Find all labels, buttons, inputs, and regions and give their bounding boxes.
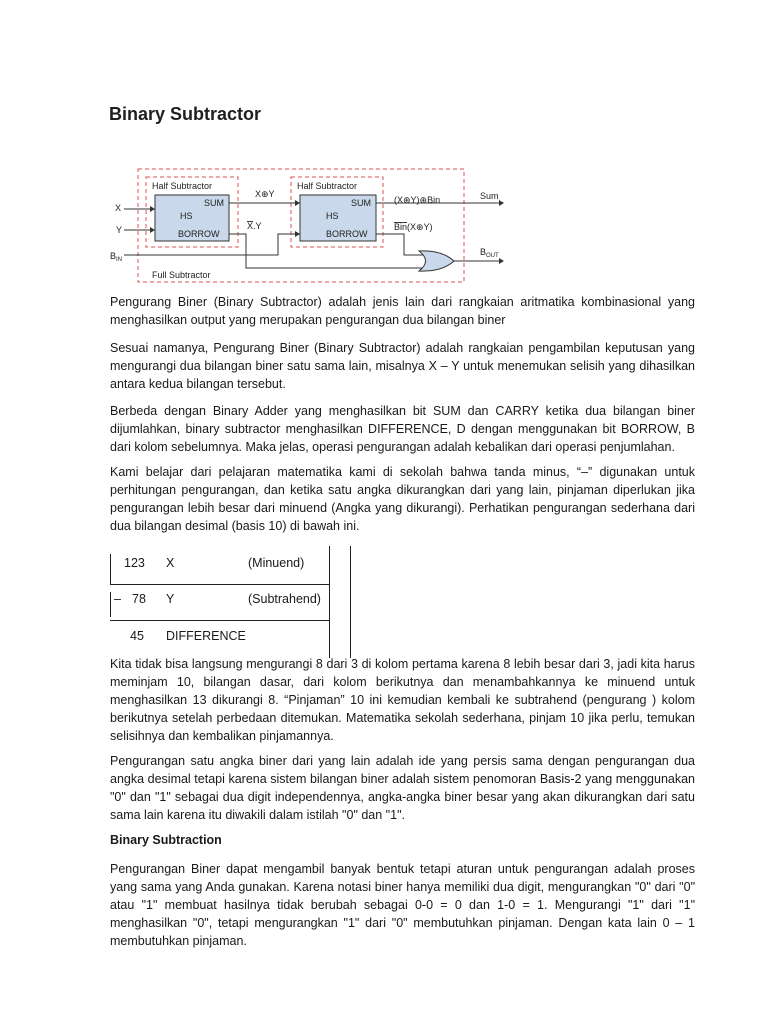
paragraph-7: Pengurangan Biner dapat mengambil banyak bentuk tetapi aturan untuk pengurangan adalah proses yang sama yang Anda gunakan. Karena notasi biner hanya memiliki dua digit, mengurangkan "0" dari "0" atau "1" membuat hasilnya tidak berubah sebagai 0-0 = 0 dan 1-0 = 1. Mengurangi "1" dari "1" menghasilkan "0", tetapi mengurangkan "1" dari "0" membutuhkan pinjaman. Dengan kata lain 0 – 1 membutuhkan pinjaman. xyxy=(110,862,695,948)
signal-bin-bar-label: Bin(X⊕Y) xyxy=(394,222,433,232)
table-border xyxy=(110,554,111,584)
row1-symbol: X xyxy=(166,556,175,570)
paragraph-3: Berbeda dengan Binary Adder yang menghasilkan bit SUM dan CARRY ketika dua bilangan biner dijumlahkan, binary subtractor menghasilkan DIFFERENCE, D dengan menggunakan bit BORROW, B dari kolom sebelumnya. Maka jelas, operasi pengurangan adalah kebalikan dari operasi penjumlahan. xyxy=(110,404,695,454)
arrow-bin xyxy=(295,231,300,237)
paragraph-2: Sesuai namanya, Pengurang Biner (Binary Subtractor) adalah rangkaian pengambilan keputusan yang mengurangi dua bilangan biner satu sama lain, misalnya X – Y untuk menemukan selisih yang dihasilkan antara kedua bilangan tersebut. xyxy=(110,341,695,391)
row1-desc: (Minuend) xyxy=(248,556,305,570)
arrow-bout xyxy=(499,258,504,264)
signal-xbar-y-label: X.Y xyxy=(247,221,262,231)
table-rule xyxy=(110,584,330,585)
hs2-borrow-label: BORROW xyxy=(326,229,368,239)
section-heading: Binary Subtraction xyxy=(110,833,222,847)
arrow-x xyxy=(150,206,155,212)
or-gate xyxy=(419,251,454,271)
signal-xor-label: X⊕Y xyxy=(255,189,275,199)
table-border xyxy=(350,546,351,658)
hs1-hs-label: HS xyxy=(180,211,193,221)
row3-symbol: DIFFERENCE xyxy=(166,629,246,643)
full-subtractor-label: Full Subtractor xyxy=(152,270,211,280)
page-title: Binary Subtractor xyxy=(109,104,262,124)
full-subtractor-diagram xyxy=(108,168,528,288)
row3-num: 45 xyxy=(130,629,144,643)
table-rule xyxy=(110,620,330,621)
hs1-sum-label: SUM xyxy=(204,198,224,208)
hs1-borrow-label: BORROW xyxy=(178,229,220,239)
arrow-xor xyxy=(295,200,300,206)
paragraph-4: Kami belajar dari pelajaran matematika kami di sekolah bahwa tanda minus, “–” digunakan untuk perhitungan pengurangan, dan ketika satu angka dikurangkan dari yang lain, pinjaman diperlukan jika pengurangan lebih besar dari minuend (Angka yang dikurangi). Perhatikan pengurangan sederhana dari dua bilangan desimal (basis 10) di bawah ini. xyxy=(110,465,695,533)
hs2-sum-label: SUM xyxy=(351,198,371,208)
row2-symbol: Y xyxy=(166,592,175,606)
row2-desc: (Subtrahend) xyxy=(248,592,321,606)
input-bin-label: $B_{IN}$ xyxy=(110,251,123,263)
table-border xyxy=(110,592,111,617)
table-border xyxy=(329,546,330,658)
output-sum-label: Sum xyxy=(480,191,499,201)
half-subtractor-1-label: Half Subtractor xyxy=(152,181,213,191)
signal-sum-expr-label: (X⊕Y)⊕Bin xyxy=(394,195,441,205)
input-y-label: Y xyxy=(116,225,123,235)
paragraph-5: Kita tidak bisa langsung mengurangi 8 dari 3 di kolom pertama karena 8 lebih besar dari 3, jadi kita harus meminjam 10, bilangan dasar, dari kolom berikutnya dan menambahkannya ke minuend untuk menghasilkan 13 dikurangi 8. “Pinjaman” 10 ini kemudian kembali ke subtrahend (pengurang ) kolom berikutnya setelah perbedaan ditemukan. Matematika sekolah sederhana, pinjam 10 jika perlu, temukan selisihnya dan kembalikan pinjamannya. xyxy=(110,657,695,743)
row1-num: 123 xyxy=(124,556,145,570)
arrow-sum-out xyxy=(499,200,504,206)
wire-hs2-borrow xyxy=(376,234,424,255)
arrow-y xyxy=(150,227,155,233)
row2-sign: – xyxy=(114,592,121,606)
half-subtractor-2-label: Half Subtractor xyxy=(297,181,358,191)
output-bout-label: $B_{OUT}$ xyxy=(480,247,499,259)
hs2-hs-label: HS xyxy=(326,211,339,221)
subtraction-example-table xyxy=(110,546,332,658)
row2-num: 78 xyxy=(132,592,146,606)
paragraph-1: Pengurang Biner (Binary Subtractor) adalah jenis lain dari rangkaian aritmatika kombinasional yang menghasilkan output yang merupakan pengurangan dua bilangan biner xyxy=(110,295,695,327)
paragraph-6: Pengurangan satu angka biner dari yang lain adalah ide yang persis sama dengan pengurangan dua angka desimal tetapi karena sistem bilangan biner adalah sistem penomoran Basis-2 yang menggunakan "0" dan "1" sebagai dua digit independennya, angka-angka biner besar yang akan dikurangkan dari satu sama lain karena itu diwakili dalam istilah "0" dan "1". xyxy=(110,754,695,822)
input-x-label: X xyxy=(115,203,122,213)
